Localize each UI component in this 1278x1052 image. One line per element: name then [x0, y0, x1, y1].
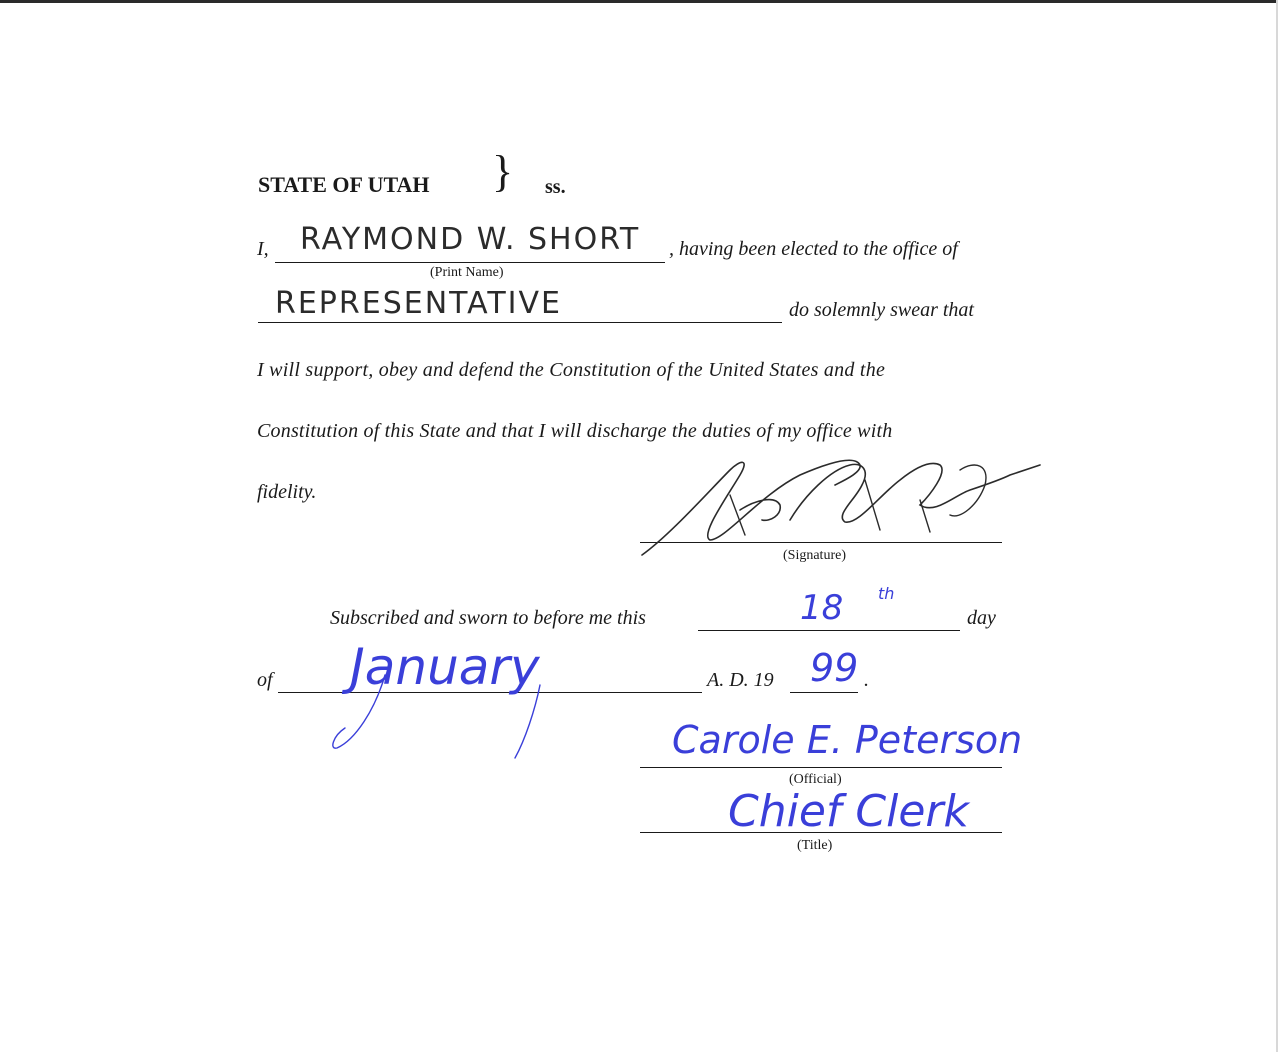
oath-line-5: fidelity.	[257, 481, 317, 503]
official-caption: (Official)	[789, 772, 842, 787]
official-handwriting: Carole E. Peterson	[672, 718, 1023, 762]
venue-brace: }	[492, 147, 514, 196]
jurat-day-word: day	[967, 607, 996, 629]
state-heading: STATE OF UTAH	[258, 172, 430, 197]
jurat-of: of	[257, 669, 273, 691]
jurat-period: .	[864, 669, 869, 691]
office-line	[258, 322, 782, 323]
year-handwriting: 99	[810, 646, 859, 690]
oath-line-3: I will support, obey and defend the Constitution of the United States and the	[257, 359, 886, 381]
print-name-line	[275, 262, 665, 263]
print-name-caption: (Print Name)	[430, 265, 504, 280]
day-handwriting: 18	[800, 588, 844, 628]
title-caption: (Title)	[797, 838, 833, 853]
office-handwriting: REPRESENTATIVE	[275, 286, 562, 321]
oath-after-name: , having been elected to the office of	[669, 238, 958, 260]
title-handwriting: Chief Clerk	[728, 786, 969, 837]
oath-pronoun: I,	[257, 238, 269, 260]
signature-caption: (Signature)	[783, 548, 846, 563]
year-line	[790, 692, 858, 693]
printed-name-handwriting: RAYMOND W. SHORT	[300, 222, 641, 257]
official-line	[640, 767, 1002, 768]
month-flourish	[325, 670, 585, 765]
jurat-ad-prefix: A. D. 19	[707, 669, 774, 691]
oath-after-office: do solemnly swear that	[789, 299, 974, 321]
ss-label: ss.	[545, 176, 566, 198]
jurat-line-1: Subscribed and sworn to before me this	[330, 607, 646, 629]
day-line	[698, 630, 960, 631]
page-top-edge	[0, 0, 1278, 3]
day-suffix-handwriting: th	[878, 584, 895, 603]
month-handwriting: January	[350, 638, 540, 696]
oath-line-4: Constitution of this State and that I will discharge the duties of my office with	[257, 420, 893, 442]
